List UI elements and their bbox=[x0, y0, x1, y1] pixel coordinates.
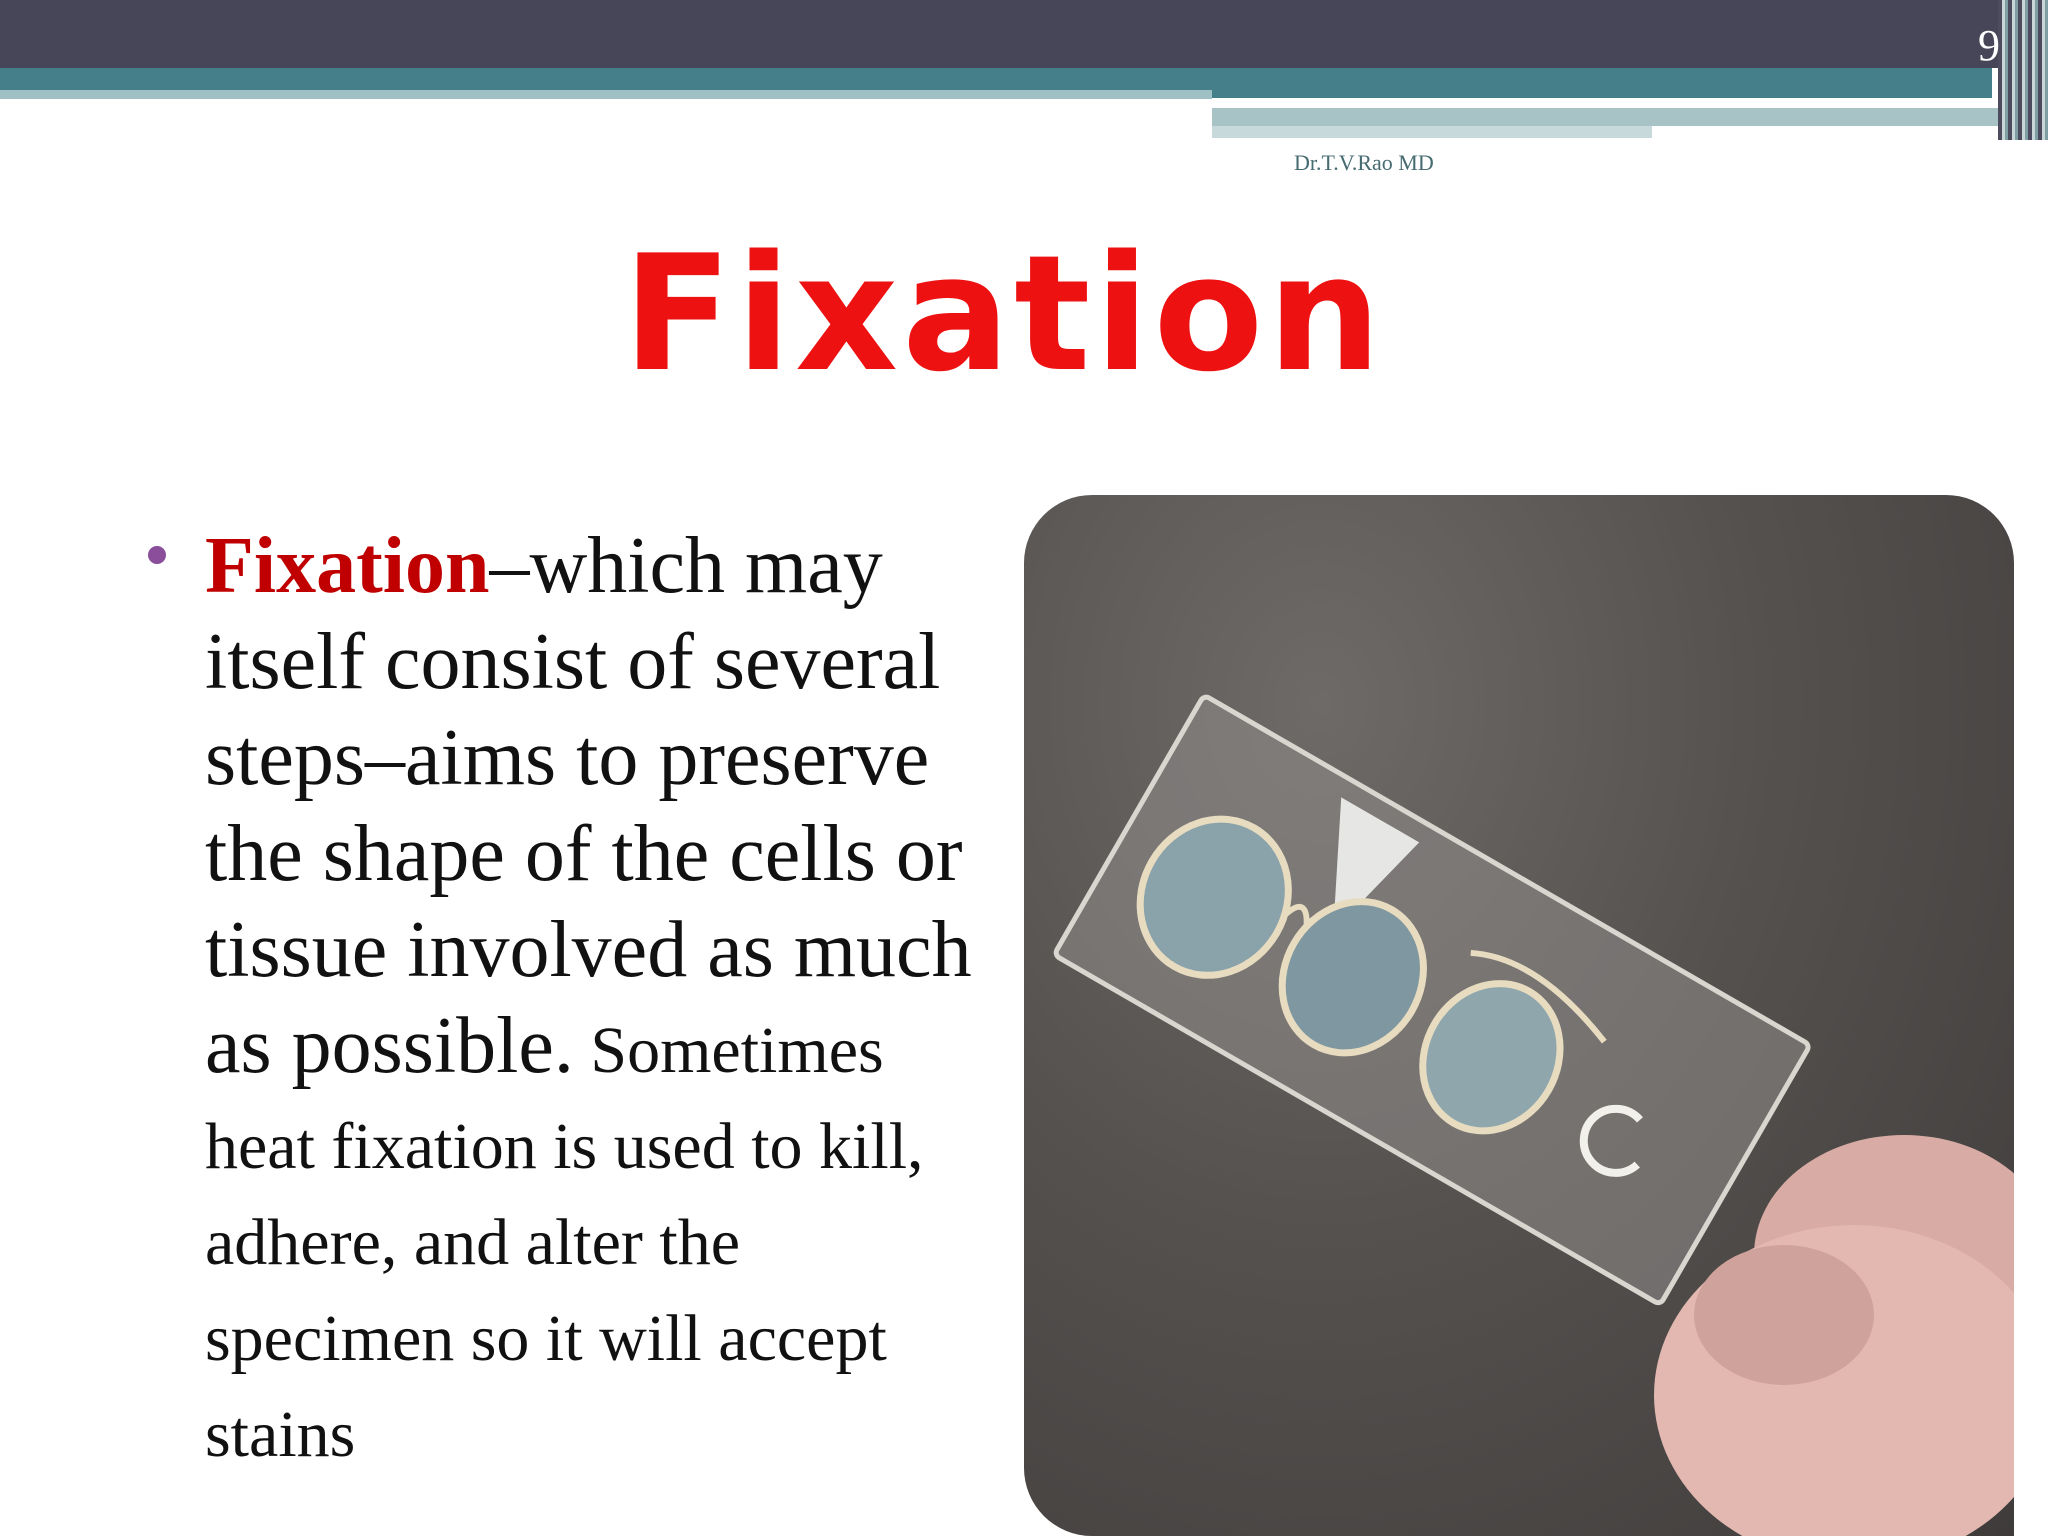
glass-slide bbox=[1054, 695, 1810, 1305]
header-accent-gap bbox=[1212, 98, 1892, 108]
bullet-icon bbox=[148, 546, 166, 564]
author-footer: Dr.T.V.Rao MD bbox=[1294, 150, 1434, 175]
header-bar bbox=[0, 0, 2048, 68]
header-accent-band-right-faint bbox=[1212, 126, 1652, 138]
header-accent-band bbox=[0, 68, 1212, 90]
header-accent-band-right-light bbox=[1212, 108, 2002, 126]
bullet-item bbox=[150, 518, 990, 1478]
page-number: 9 bbox=[1978, 21, 2000, 70]
microscope-slide-photo bbox=[1024, 495, 2014, 1536]
header-stripes bbox=[1998, 0, 2048, 140]
slide-title: Fixation bbox=[622, 220, 1386, 407]
bullet-text-main: –which may itself consist of several steps–aims to preserve the shape of the cells or tissue involved as much as possible. bbox=[205, 522, 972, 1090]
bullet-list bbox=[150, 518, 990, 1478]
header-accent-band-right bbox=[1212, 68, 1992, 98]
bullet-term: Fixation bbox=[205, 522, 490, 610]
header-accent-band-light bbox=[0, 90, 1212, 99]
slide-illustration bbox=[1024, 495, 2014, 1536]
thumb-icon bbox=[1694, 1245, 1874, 1385]
bullet-text-small: Sometimes heat fixation is used to kill, adhere, and alter the specimen so it will accept stains bbox=[205, 1014, 924, 1471]
